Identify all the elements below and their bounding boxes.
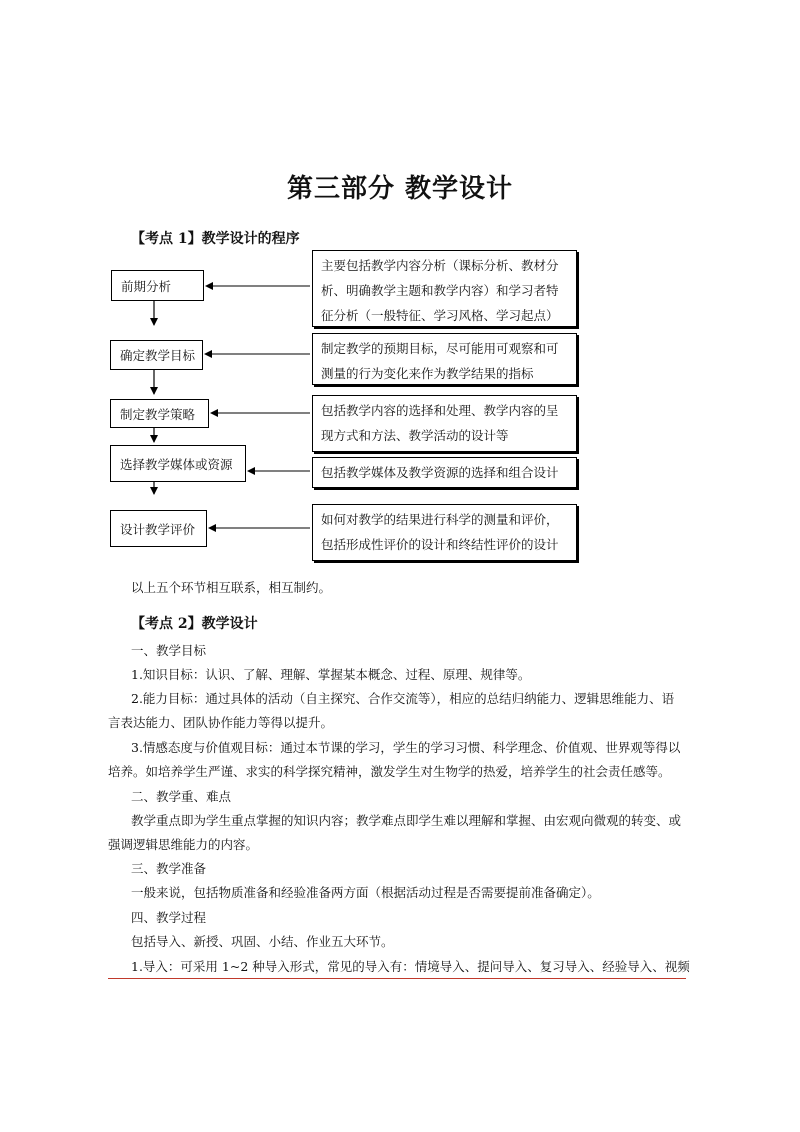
paragraph-line: 培养。如培养学生严谨、求实的科学探究精神，激发学生对生物学的热爱，培养学生的社会责任感等。: [108, 764, 671, 779]
paragraph-line: 2.能力目标：通过具体的活动（自主探究、合作交流等），相应的总结归纳能力、逻辑思维能力、语: [131, 691, 675, 706]
section-heading: 四、教学过程: [131, 910, 207, 925]
kaodian1-heading: 【考点 1】教学设计的程序: [131, 231, 300, 247]
desc-box-3: 包括教学内容的选择和处理、教学内容的呈现方式和方法、教学活动的设计等: [312, 395, 577, 452]
step-label: 确定教学目标: [120, 348, 196, 363]
section-heading: 三、教学准备: [131, 861, 207, 876]
step-box-3: [110, 399, 209, 428]
paragraph-line: 1.导入：可采用 1~2 种导入形式，常见的导入有：情境导入、提问导入、复习导入、经验导入、视频: [131, 959, 690, 974]
step-box-5: [110, 510, 207, 547]
paragraph-line: 包括导入、新授、巩固、小结、作业五大环节。: [131, 934, 394, 949]
kaodian2-heading: 【考点 2】教学设计: [131, 616, 258, 632]
step-label: 前期分析: [121, 278, 172, 294]
step-label: 设计教学评价: [120, 521, 196, 537]
paragraph-line: 教学重点即为学生重点掌握的知识内容；教学难点即学生难以理解和掌握、由宏观向微观的转变、或: [131, 813, 682, 828]
section-heading: 一、教学目标: [131, 643, 207, 658]
paragraph-line: 一般来说，包括物质准备和经验准备两方面（根据活动过程是否需要提前准备确定）。: [131, 885, 600, 900]
step-box-1: [111, 270, 204, 301]
flow-summary: 以上五个环节相互联系，相互制约。: [131, 580, 332, 595]
desc-box-5: 如何对教学的结果进行科学的测量和评价，包括形成性评价的设计和终结性评价的设计: [312, 504, 577, 561]
desc-box-1: 主要包括教学内容分析（课标分析、教材分析、明确教学主题和教学内容）和学习者特征分析（一般特征、学习风格、学习起点）: [312, 250, 577, 327]
page-title: 第三部分 教学设计: [286, 174, 514, 204]
paragraph-line: 1.知识目标：认识、了解、理解、掌握某本概念、过程、原理、规律等。: [131, 667, 531, 682]
desc-box-2: 制定教学的预期目标，尽可能用可观察和可测量的行为变化来作为教学结果的指标: [312, 333, 577, 385]
step-label: 制定教学策略: [120, 406, 196, 422]
step-box-4: [110, 445, 246, 482]
paragraph-line: 言表达能力、团队协作能力等得以提升。: [108, 715, 334, 730]
paragraph-line: 3.情感态度与价值观目标：通过本节课的学习，学生的学习习惯、科学理念、价值观、世界观等得以: [131, 740, 681, 755]
step-box-2: [110, 340, 203, 370]
step-label: 选择教学媒体或资源: [120, 456, 233, 472]
desc-box-4: 包括教学媒体及教学资源的选择和组合设计: [312, 457, 577, 488]
paragraph-line: 强调逻辑思维能力的内容。: [108, 837, 259, 852]
section-heading: 二、教学重、难点: [131, 789, 232, 804]
page-divider-line: [108, 978, 686, 979]
